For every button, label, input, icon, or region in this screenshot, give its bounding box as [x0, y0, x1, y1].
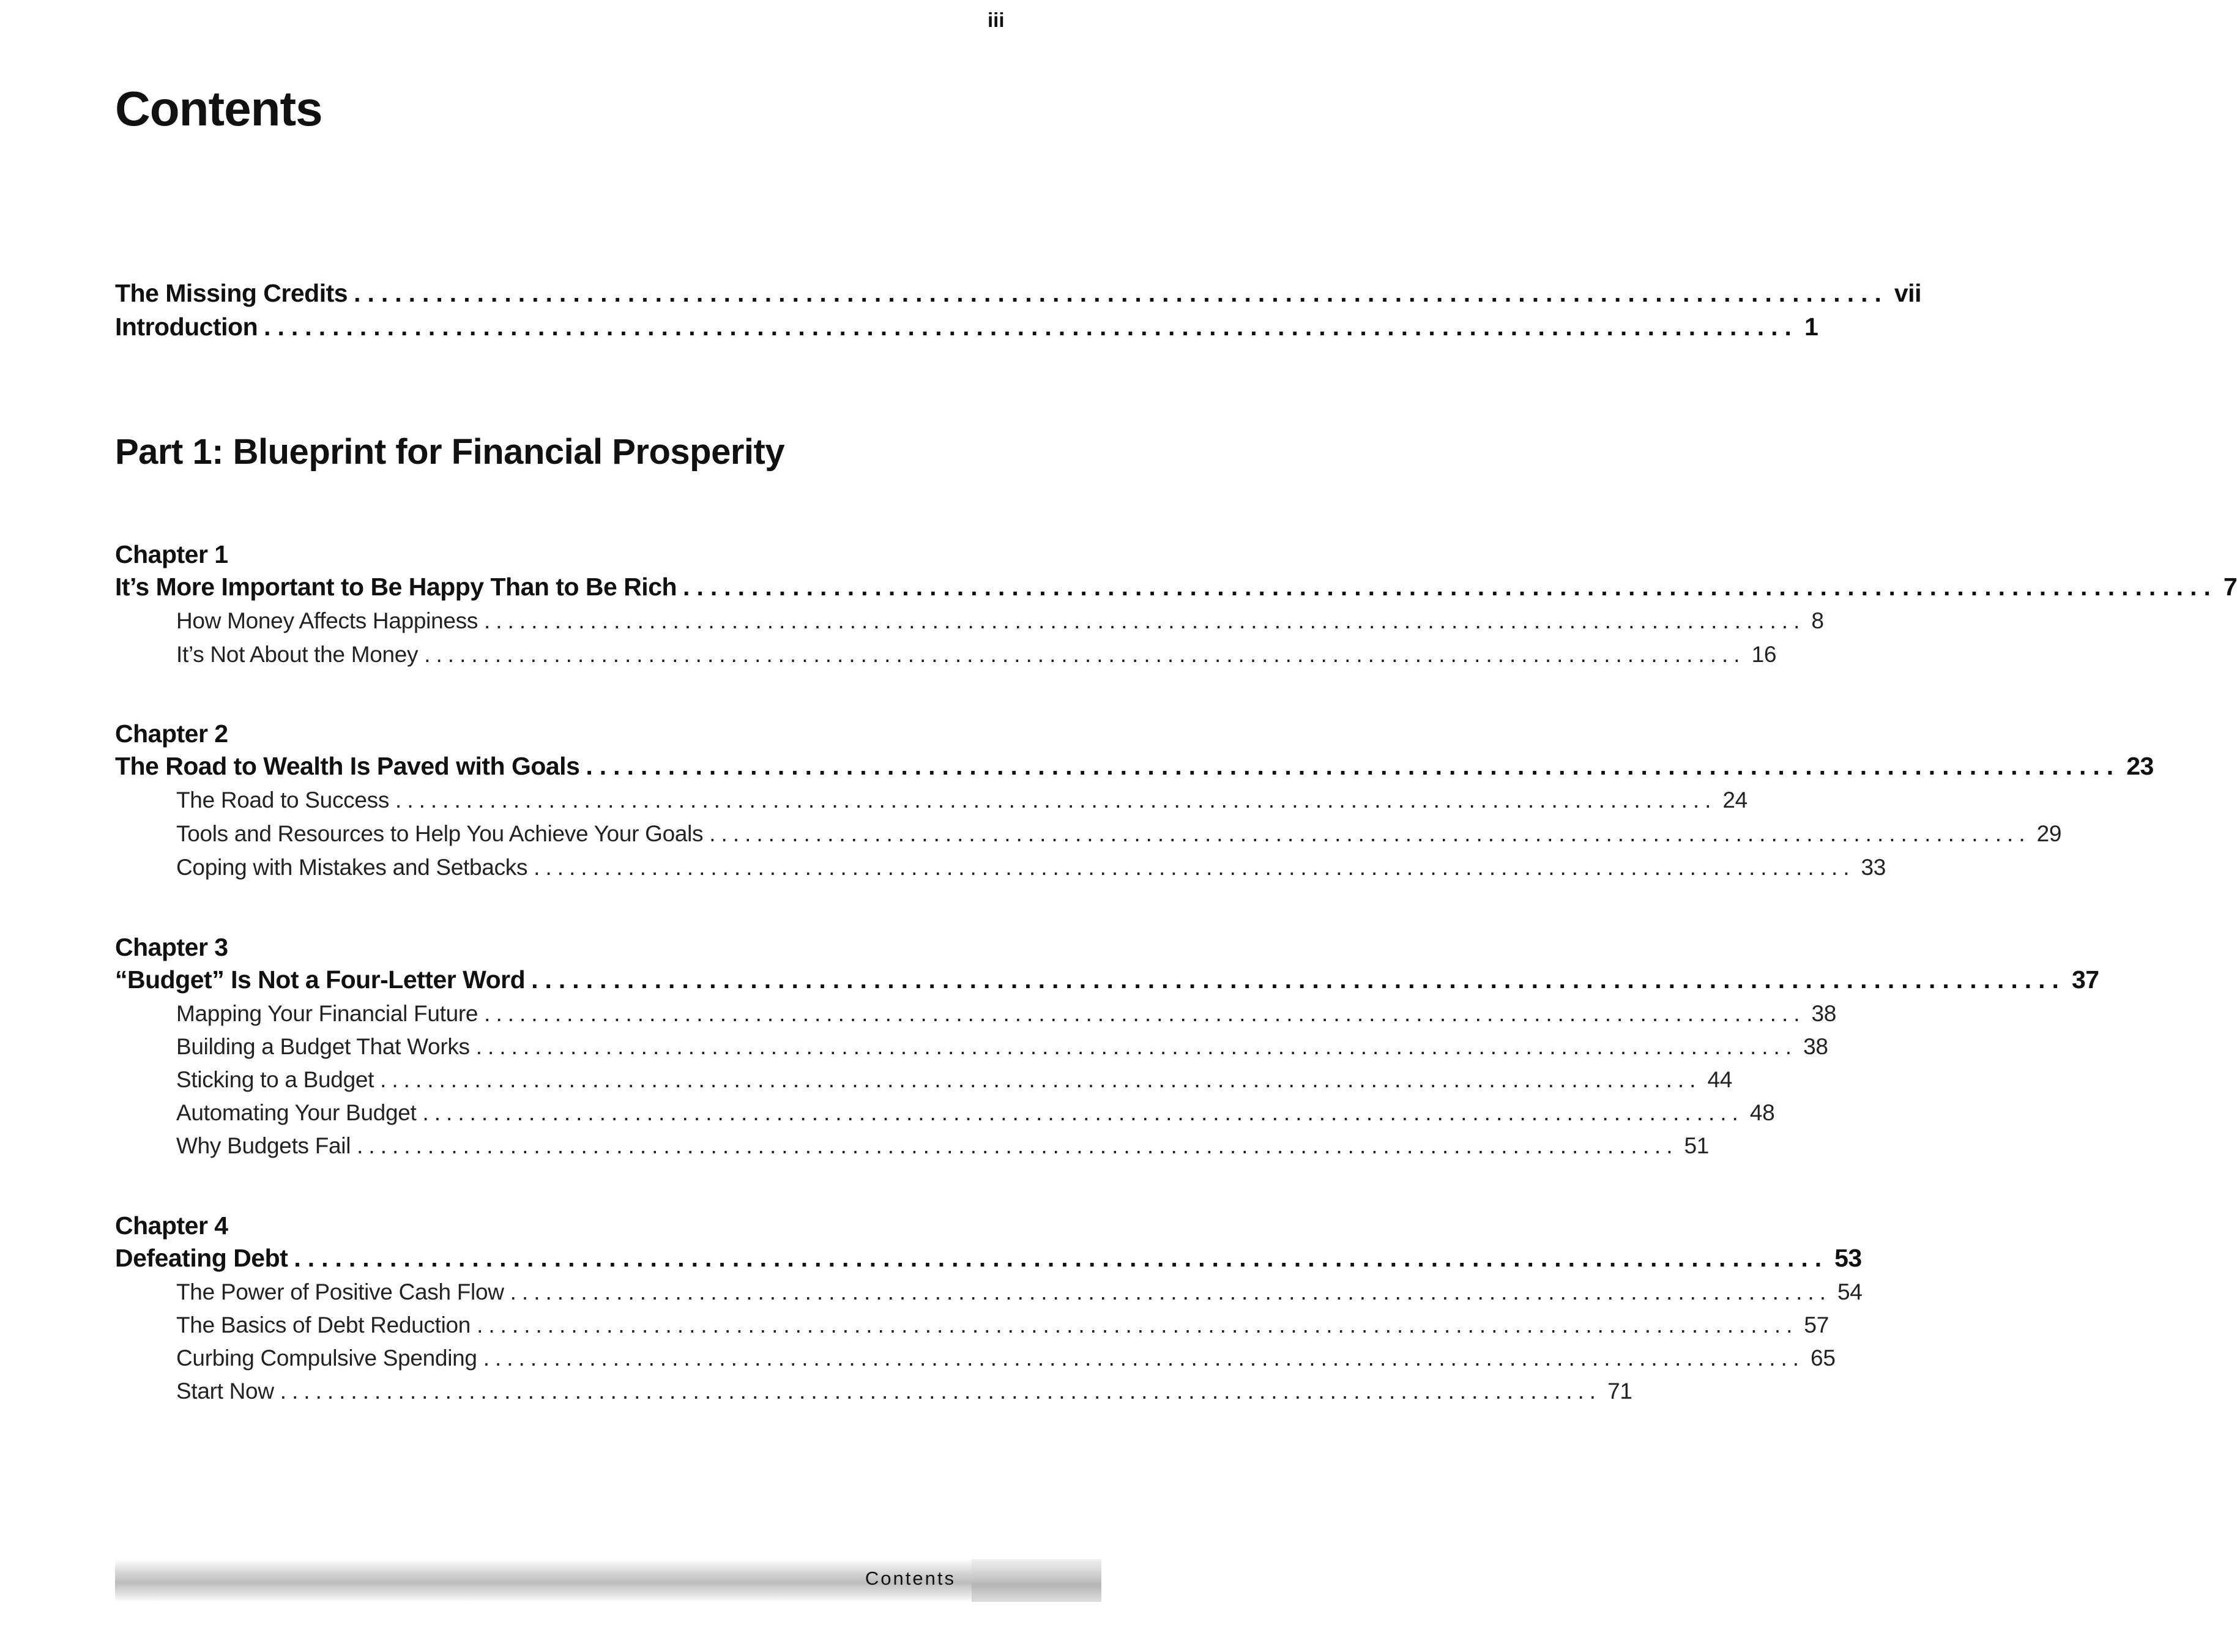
toc-chapter-title: It’s More Important to Be Happy Than to Be Rich — [115, 573, 677, 601]
toc-section[interactable] — [176, 855, 1886, 880]
page-title: Contents — [115, 81, 322, 136]
toc-section-page: 24 — [1722, 787, 1748, 813]
toc-chapter-1[interactable] — [115, 573, 2237, 601]
chapter-label: Chapter 4 — [115, 1211, 228, 1240]
toc-section[interactable] — [176, 1001, 1837, 1027]
toc-entry-missing-credits[interactable] — [115, 279, 1921, 308]
dot-leader: ................................................................................................................ — [354, 279, 1888, 307]
toc-section-title: Start Now — [176, 1379, 274, 1404]
toc-entry-page: 1 — [1804, 313, 1818, 341]
toc-section-page: 54 — [1837, 1279, 1863, 1304]
dot-leader: ................................................................................................................ — [586, 752, 2121, 780]
toc-section-title: How Money Affects Happiness — [176, 608, 478, 633]
toc-entry-page: vii — [1894, 279, 1921, 307]
dot-leader: ................................................................................................................ — [510, 1279, 1831, 1304]
toc-chapter-page: 7 — [2223, 573, 2237, 601]
toc-section[interactable] — [176, 1034, 1828, 1060]
dot-leader: ................................................................................................................ — [424, 642, 1746, 667]
toc-entry-title: Introduction — [115, 313, 258, 341]
dot-leader: ................................................................................................................ — [380, 1067, 1702, 1092]
toc-section-page: 51 — [1684, 1133, 1710, 1158]
toc-section[interactable] — [176, 821, 2062, 847]
toc-section-title: Building a Budget That Works — [176, 1034, 470, 1059]
toc-section-page: 38 — [1803, 1034, 1828, 1059]
toc-section[interactable] — [176, 642, 1777, 668]
toc-section-title: Coping with Mistakes and Setbacks — [176, 855, 528, 880]
toc-entry-introduction[interactable] — [115, 313, 1818, 341]
toc-chapter-title: Defeating Debt — [115, 1244, 288, 1272]
footer-section-label: Contents — [865, 1568, 956, 1589]
toc-section-page: 71 — [1607, 1379, 1632, 1404]
toc-chapter-page: 23 — [2126, 752, 2154, 780]
part-heading: Part 1: Blueprint for Financial Prosperity — [115, 432, 785, 472]
toc-section[interactable] — [176, 1067, 1733, 1093]
toc-chapter-2[interactable] — [115, 752, 2154, 781]
toc-section-page: 44 — [1707, 1067, 1733, 1092]
chapter-label: Chapter 2 — [115, 720, 228, 748]
toc-section-title: Why Budgets Fail — [176, 1133, 351, 1158]
dot-leader: ................................................................................................................ — [534, 855, 1855, 880]
toc-chapter-page: 37 — [2071, 966, 2099, 994]
toc-section-title: Curbing Compulsive Spending — [176, 1345, 477, 1371]
page-footer — [115, 1559, 1101, 1602]
toc-section[interactable] — [176, 1379, 1632, 1404]
chapter-label: Chapter 3 — [115, 933, 228, 961]
toc-chapter-3[interactable] — [115, 966, 2099, 994]
toc-section-page: 8 — [1811, 608, 1824, 633]
toc-section-page: 48 — [1749, 1100, 1775, 1125]
toc-section-title: Mapping Your Financial Future — [176, 1001, 478, 1026]
toc-entry-title: The Missing Credits — [115, 279, 348, 307]
chapter-label: Chapter 1 — [115, 540, 228, 568]
toc-section-title: The Basics of Debt Reduction — [176, 1312, 471, 1338]
toc-section-page: 57 — [1804, 1312, 1829, 1338]
toc-chapter-4[interactable] — [115, 1244, 1862, 1273]
toc-section-title: It’s Not About the Money — [176, 642, 419, 667]
dot-leader: ................................................................................................................ — [280, 1379, 1602, 1404]
toc-chapter-title: “Budget” Is Not a Four-Letter Word — [115, 966, 526, 994]
toc-section-page: 29 — [2036, 821, 2062, 846]
dot-leader: ................................................................................................................ — [475, 1034, 1798, 1059]
dot-leader: ................................................................................................................ — [264, 313, 1798, 341]
dot-leader: ................................................................................................................ — [709, 821, 2031, 846]
footer-page-box — [972, 1559, 1101, 1602]
toc-section[interactable] — [176, 608, 1824, 634]
dot-leader: ................................................................................................................ — [422, 1100, 1744, 1125]
toc-section-title: Tools and Resources to Help You Achieve Your Goals — [176, 821, 704, 846]
toc-section-page: 33 — [1861, 855, 1886, 880]
toc-section-page: 65 — [1811, 1345, 1836, 1371]
toc-section-title: Automating Your Budget — [176, 1100, 417, 1125]
toc-chapter-title: The Road to Wealth Is Paved with Goals — [115, 752, 580, 780]
footer-page-number: iii — [988, 9, 1005, 31]
toc-section[interactable] — [176, 1279, 1863, 1305]
dot-leader: ................................................................................................................ — [484, 608, 1806, 633]
toc-section[interactable] — [176, 1100, 1775, 1126]
dot-leader: ................................................................................................................ — [294, 1244, 1829, 1272]
toc-section[interactable] — [176, 1312, 1829, 1338]
dot-leader: ................................................................................................................ — [484, 1001, 1806, 1026]
dot-leader: ................................................................................................................ — [483, 1345, 1805, 1371]
toc-chapter-page: 53 — [1834, 1244, 1862, 1272]
toc-section-page: 16 — [1751, 642, 1777, 667]
toc-section[interactable] — [176, 1345, 1836, 1371]
toc-section-title: Sticking to a Budget — [176, 1067, 374, 1092]
dot-leader: ................................................................................................................ — [395, 787, 1717, 813]
toc-section-page: 38 — [1811, 1001, 1837, 1026]
toc-section-title: The Road to Success — [176, 787, 390, 813]
dot-leader: ................................................................................................................ — [683, 573, 2217, 601]
toc-section[interactable] — [176, 1133, 1710, 1159]
toc-section-title: The Power of Positive Cash Flow — [176, 1279, 504, 1304]
dot-leader: ................................................................................................................ — [531, 966, 2066, 994]
toc-section[interactable] — [176, 787, 1748, 813]
dot-leader: ................................................................................................................ — [357, 1133, 1678, 1158]
dot-leader: ................................................................................................................ — [477, 1312, 1798, 1338]
